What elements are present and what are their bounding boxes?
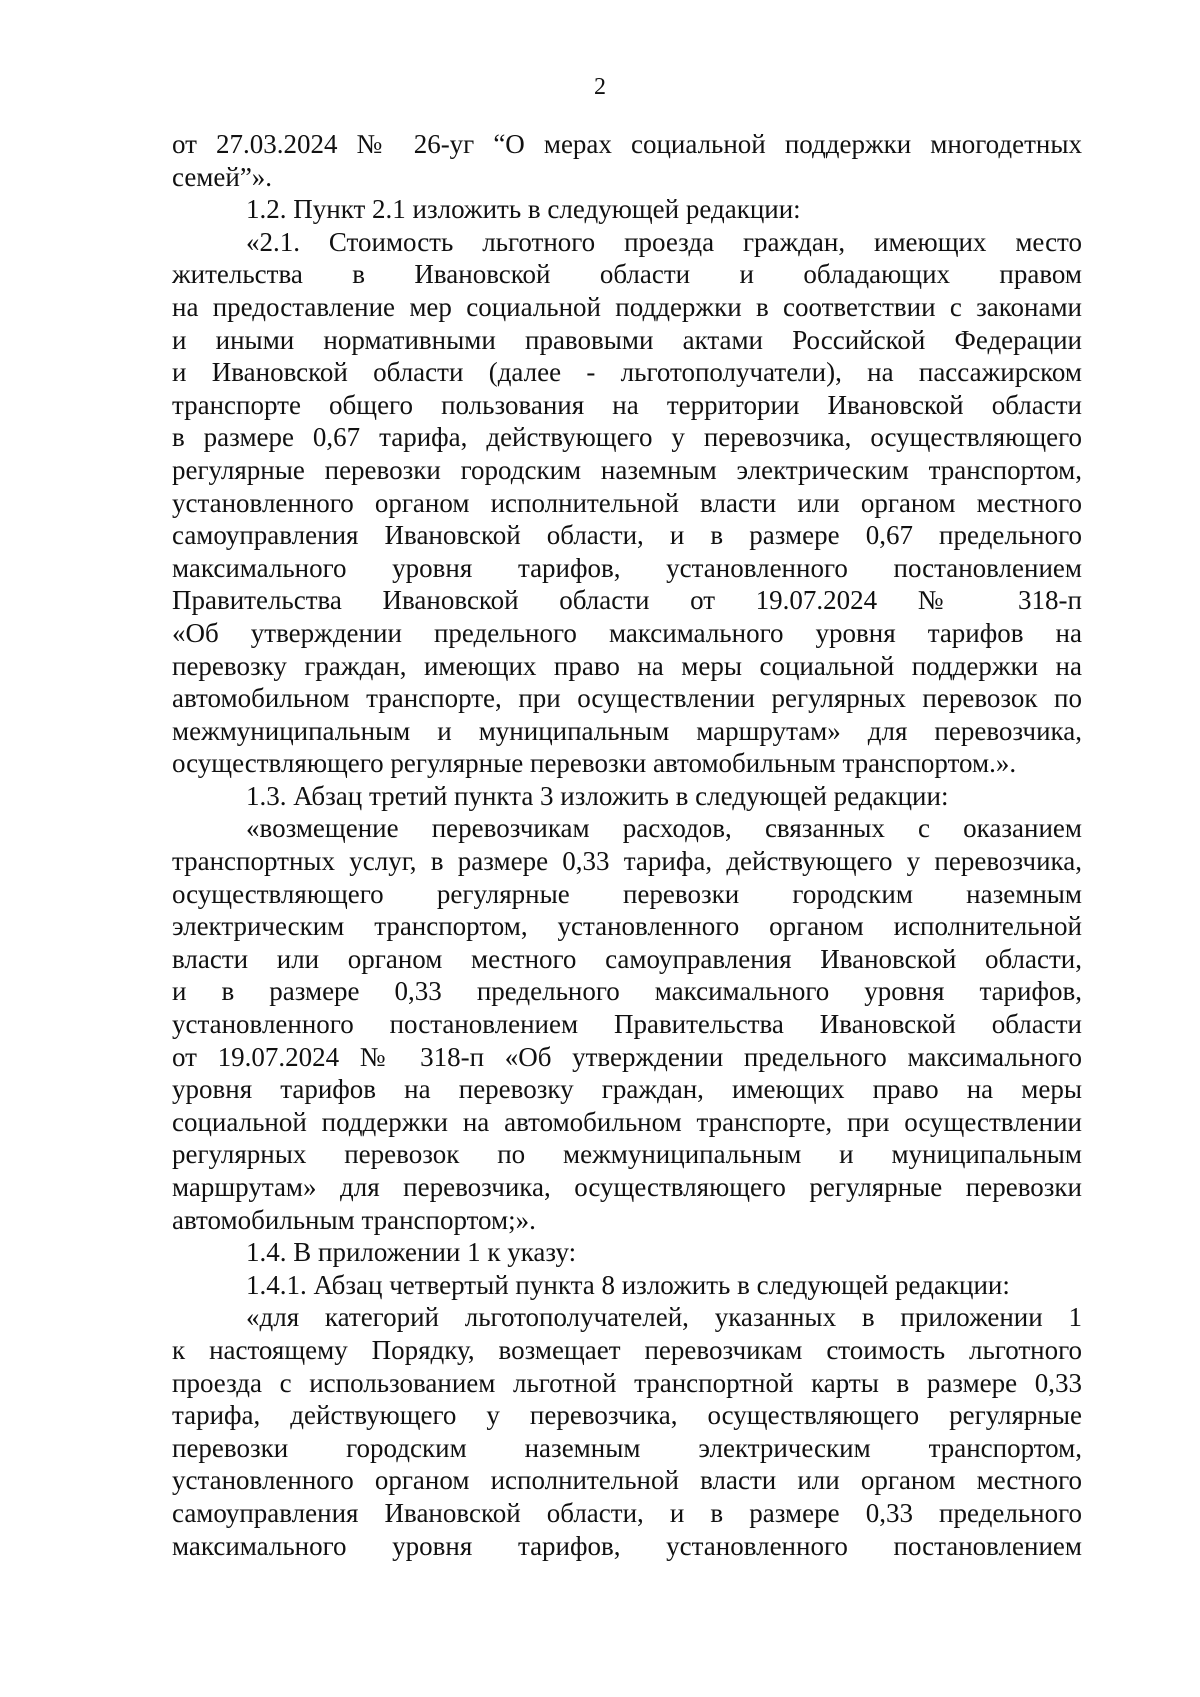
text-line: «для категорий льготополучателей, указанных в приложении 1 xyxy=(246,1302,1082,1333)
text-line: 1.2. Пункт 2.1 изложить в следующей редакции: xyxy=(246,194,801,225)
page-number: 2 xyxy=(594,74,606,100)
text-line: маршрутам» для перевозчика, осуществляющего регулярные перевозки xyxy=(172,1172,1082,1202)
text-line: в размере 0,67 тарифа, действующего у перевозчика, осуществляющего xyxy=(172,422,1082,453)
text-line: и Ивановской области (далее - льготополучатели), на пассажирском xyxy=(172,357,1082,388)
text-line: регулярные перевозки городским наземным электрическим транспортом, xyxy=(172,454,1082,485)
text-line: установленного органом исполнительной власти или органом местного xyxy=(172,1465,1082,1496)
text-line: транспортных услуг, в размере 0,33 тарифа, действующего у перевозчика, xyxy=(172,846,1082,877)
text-line: и в размере 0,33 предельного максимального уровня тарифов, xyxy=(172,976,1082,1007)
text-line: осуществляющего регулярные перевозки городским наземным xyxy=(172,878,1082,909)
text-line: регулярных перевозок по межмуниципальным и муниципальным xyxy=(172,1139,1082,1170)
text-line: социальной поддержки на автомобильном транспорте, при осуществлении xyxy=(172,1106,1082,1137)
text-line: на предоставление мер социальной поддержки в соответствии с законами xyxy=(172,291,1082,322)
text-line: самоуправления Ивановской области, и в размере 0,67 предельного xyxy=(172,520,1082,551)
text-line: 1.4.1. Абзац четвертый пункта 8 изложить в следующей редакции: xyxy=(246,1269,1010,1300)
text-line: самоуправления Ивановской области, и в размере 0,33 предельного xyxy=(172,1497,1082,1528)
text-line: осуществляющего регулярные перевозки автомобильным транспортом.». xyxy=(172,748,1017,779)
text-line: уровня тарифов на перевозку граждан, имеющих право на меры xyxy=(172,1074,1082,1105)
text-line: «Об утверждении предельного максимального уровня тарифов на xyxy=(172,617,1082,648)
text-line: перевозки городским наземным электрическим транспортом, xyxy=(172,1432,1082,1463)
text-line: автомобильным транспортом;». xyxy=(172,1204,536,1235)
text-line: транспорте общего пользования на территории Ивановской области xyxy=(172,389,1082,420)
text-line: максимального уровня тарифов, установленного постановлением xyxy=(172,552,1082,583)
text-line: от 27.03.2024 № 26-уг “О мерах социальной поддержки многодетных xyxy=(172,129,1082,159)
text-line: от 19.07.2024 № 318-п «Об утверждении предельного максимального xyxy=(172,1041,1082,1072)
text-line: семей”». xyxy=(172,161,273,192)
text-line: тарифа, действующего у перевозчика, осуществляющего регулярные xyxy=(172,1400,1082,1431)
text-line: максимального уровня тарифов, установленного постановлением xyxy=(172,1530,1082,1561)
text-line: 1.3. Абзац третий пункта 3 изложить в следующей редакции: xyxy=(246,780,949,811)
text-line: «возмещение перевозчикам расходов, связанных с оказанием xyxy=(246,813,1082,844)
text-line: перевозку граждан, имеющих право на меры социальной поддержки на xyxy=(172,650,1082,681)
document-body xyxy=(172,128,1082,1562)
text-line: электрическим транспортом, установленного органом исполнительной xyxy=(172,911,1082,942)
text-line: 1.4. В приложении 1 к указу: xyxy=(246,1237,577,1268)
text-line: установленного органом исполнительной власти или органом местного xyxy=(172,487,1082,518)
text-line: к настоящему Порядку, возмещает перевозчикам стоимость льготного xyxy=(172,1334,1082,1365)
text-line: Правительства Ивановской области от 19.07.2024 № 318-п xyxy=(172,585,1082,616)
text-line: «2.1. Стоимость льготного проезда граждан, имеющих место xyxy=(246,226,1082,257)
text-line: автомобильном транспорте, при осуществлении регулярных перевозок по xyxy=(172,683,1082,714)
text-line: межмуниципальным и муниципальным маршрутам» для перевозчика, xyxy=(172,715,1082,746)
text-line: жительства в Ивановской области и обладающих правом xyxy=(172,259,1082,290)
text-line: власти или органом местного самоуправления Ивановской области, xyxy=(172,943,1082,974)
text-line: и иными нормативными правовыми актами Российской Федерации xyxy=(172,324,1082,355)
text-line: проезда с использованием льготной транспортной карты в размере 0,33 xyxy=(172,1367,1082,1398)
text-line: установленного постановлением Правительства Ивановской области xyxy=(172,1009,1082,1040)
